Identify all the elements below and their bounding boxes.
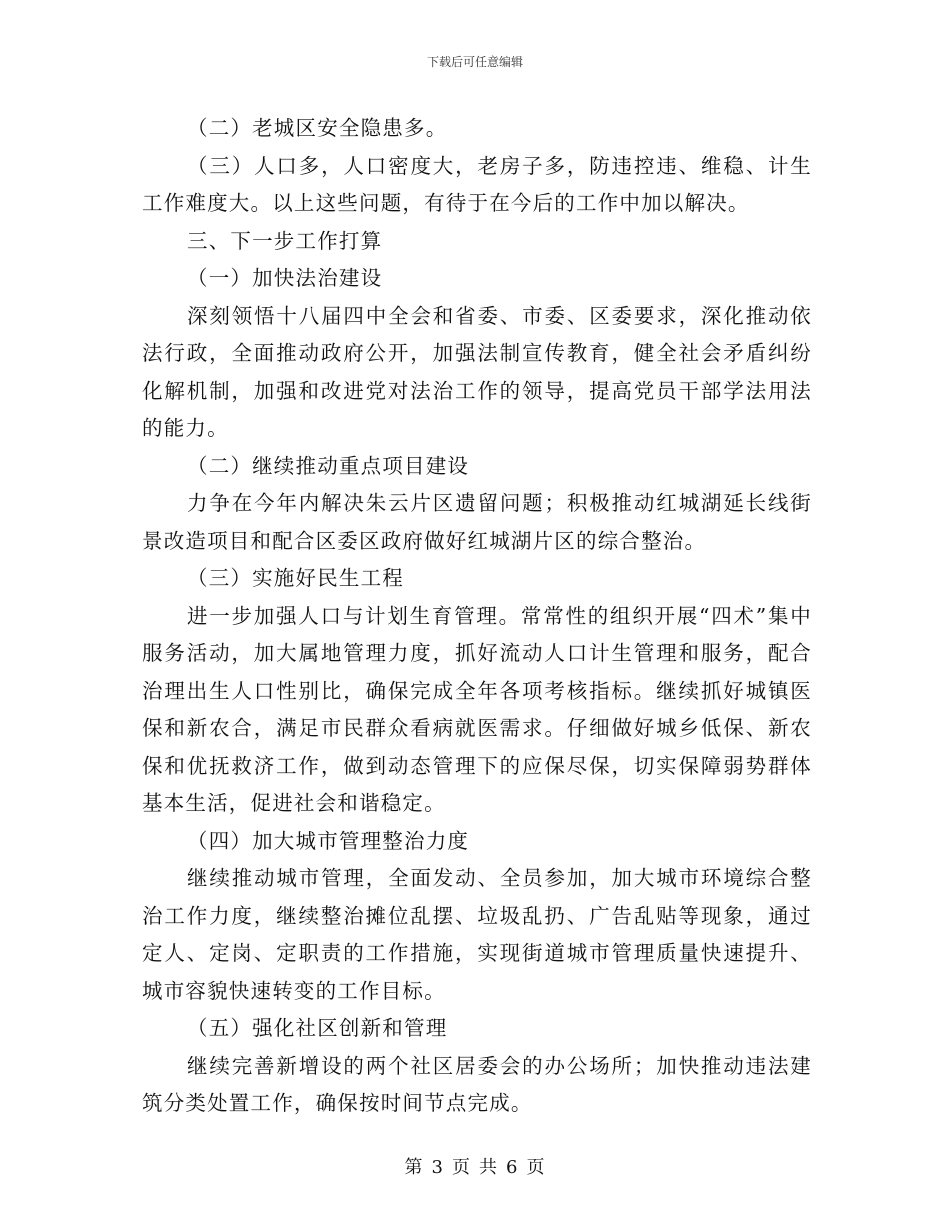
page-header: 下载后可任意编辑 xyxy=(426,55,523,69)
paragraph-1: （二）老城区安全隐患多。 xyxy=(187,116,448,140)
footer-current-page: 3 xyxy=(431,1157,444,1178)
subheading-livelihood: （三）实施好民生工程 xyxy=(187,566,404,590)
footer-total-unit: 页 xyxy=(526,1157,546,1178)
paragraph-2: （三）人口多，人口密度大，老房子多，防违控违、维稳、计生工作难度大。以上这些问题，有待于在今后的工作中加以解决。 xyxy=(142,153,812,215)
footer-page-label: 第 xyxy=(404,1157,424,1178)
subheading-city-management: （四）加大城市管理整治力度 xyxy=(187,828,470,853)
subheading-key-projects: （二）继续推动重点项目建设 xyxy=(187,453,470,478)
paragraph-key-projects: 力争在今年内解决朱云片区遗留问题；积极推动红城湖延长线街景改造项目和配合区委区政府做好红城湖片区的综合整治。 xyxy=(142,491,812,553)
footer-total-label: 共 xyxy=(479,1157,498,1178)
paragraph-community: 继续完善新增设的两个社区居委会的办公场所；加快推动违法建筑分类处置工作，确保按时间节点完成。 xyxy=(142,1053,812,1115)
paragraph-city-management: 继续推动城市管理，全面发动、全员参加，加大城市环境综合整治工作力度，继续整治摊位乱摆、垃圾乱扔、广告乱贴等现象，通过定人、定岗、定职责的工作措施，实现街道城市管理质量快速提升、城市容貌快速转变的工作目标。 xyxy=(142,866,812,1003)
subheading-rule-of-law: （一）加快法治建设 xyxy=(187,266,383,290)
paragraph-livelihood: 进一步加强人口与计划生育管理。常常性的组织开展“四术”集中服务活动，加大属地管理力度，抓好流动人口计生管理和服务，配合治理出生人口性别比，确保完成全年各项考核指标。继续抓好城镇医保和新农合，满足市民群众看病就医需求。仔细做好城乡低保、新农保和优抚救济工作，做到动态管理下的应保尽保，切实保障弱势群体基本生活，促进社会和谐稳定。 xyxy=(142,603,812,815)
page-footer xyxy=(0,1153,950,1179)
subheading-community: （五）强化社区创新和管理 xyxy=(187,1016,448,1040)
paragraph-rule-of-law: 深刻领悟十八届四中全会和省委、市委、区委要求，深化推动依法行政，全面推动政府公开，加强法制宣传教育，健全社会矛盾纠纷化解机制，加强和改进党对法治工作的领导，提高党员干部学法用法的能力。 xyxy=(142,303,812,440)
document-body xyxy=(142,110,812,1123)
footer-page-unit: 页 xyxy=(452,1157,471,1178)
section-heading-3: 三、下一步工作打算 xyxy=(187,228,383,253)
footer-total-pages: 6 xyxy=(506,1157,519,1178)
